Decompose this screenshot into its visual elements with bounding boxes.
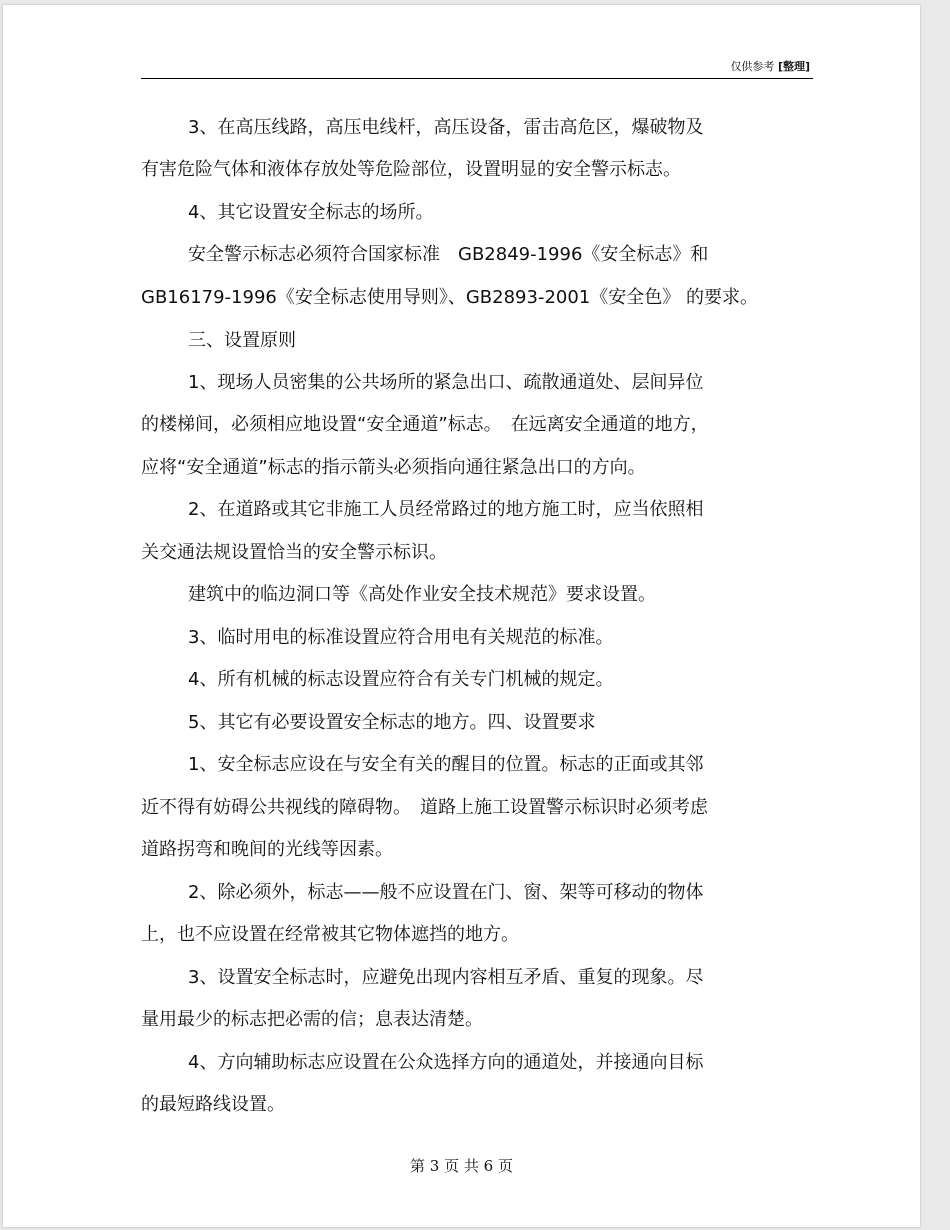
body-line: GB16179-1996《安全标志使用导则》、GB2893-2001《安全色》 的要求。 bbox=[141, 287, 758, 308]
body-line: 3、在高压线路，高压电线杆，高压设备，雷击高危区，爆破物及 bbox=[188, 117, 704, 138]
body-line: 3、设置安全标志时，应避免出现内容相互矛盾、重复的现象。尽 bbox=[188, 967, 704, 988]
body-line: 的最短路线设置。 bbox=[141, 1094, 285, 1115]
body-line: 上，也不应设置在经常被其它物体遮挡的地方。 bbox=[141, 924, 519, 945]
body-line: 3、临时用电的标准设置应符合用电有关规范的标准。 bbox=[188, 627, 614, 648]
body-line: 2、除必须外，标志——般不应设置在门、窗、架等可移动的物体 bbox=[188, 882, 704, 903]
section-heading: 三、设置原则 bbox=[188, 330, 296, 351]
body-line: 4、方向辅助标志应设置在公众选择方向的通道处，并接通向目标 bbox=[188, 1052, 704, 1073]
body-line: 近不得有妨碍公共视线的障碍物。 道路上施工设置警示标识时必须考虑 bbox=[141, 797, 708, 818]
header-bracket: [整理] bbox=[777, 60, 810, 73]
body-line: 道路拐弯和晚间的光线等因素。 bbox=[141, 839, 393, 860]
header-label: 仅供参考 bbox=[730, 60, 775, 73]
body-line: 5、其它有必要设置安全标志的地方。四、设置要求 bbox=[188, 712, 596, 733]
body-line: 的楼梯间，必须相应地设置“安全通道”标志。 在远离安全通道的地方， bbox=[141, 414, 709, 435]
body-line: 4、所有机械的标志设置应符合有关专门机械的规定。 bbox=[188, 669, 614, 690]
page-header bbox=[730, 58, 810, 74]
body-line: 量用最少的标志把必需的信；息表达清楚。 bbox=[141, 1009, 483, 1030]
body-line: 安全警示标志必须符合国家标准 GB2849-1996《安全标志》和 bbox=[188, 244, 709, 265]
page-footer: 第 3 页 共 6 页 bbox=[410, 1157, 513, 1175]
header-rule bbox=[141, 78, 813, 79]
body-line: 有害危险气体和液体存放处等危险部位，设置明显的安全警示标志。 bbox=[141, 159, 681, 180]
body-line: 4、其它设置安全标志的场所。 bbox=[188, 202, 434, 223]
body-line: 应将“安全通道”标志的指示箭头必须指向通往紧急出口的方向。 bbox=[141, 457, 646, 478]
body-line: 2、在道路或其它非施工人员经常路过的地方施工时，应当依照相 bbox=[188, 499, 704, 520]
body-line: 关交通法规设置恰当的安全警示标识。 bbox=[141, 542, 447, 563]
body-line: 1、现场人员密集的公共场所的紧急出口、疏散通道处、层间异位 bbox=[188, 372, 704, 393]
document-page bbox=[3, 5, 920, 1227]
body-line: 建筑中的临边洞口等《高处作业安全技术规范》要求设置。 bbox=[188, 584, 656, 605]
body-line: 1、安全标志应设在与安全有关的醒目的位置。标志的正面或其邻 bbox=[188, 754, 704, 775]
